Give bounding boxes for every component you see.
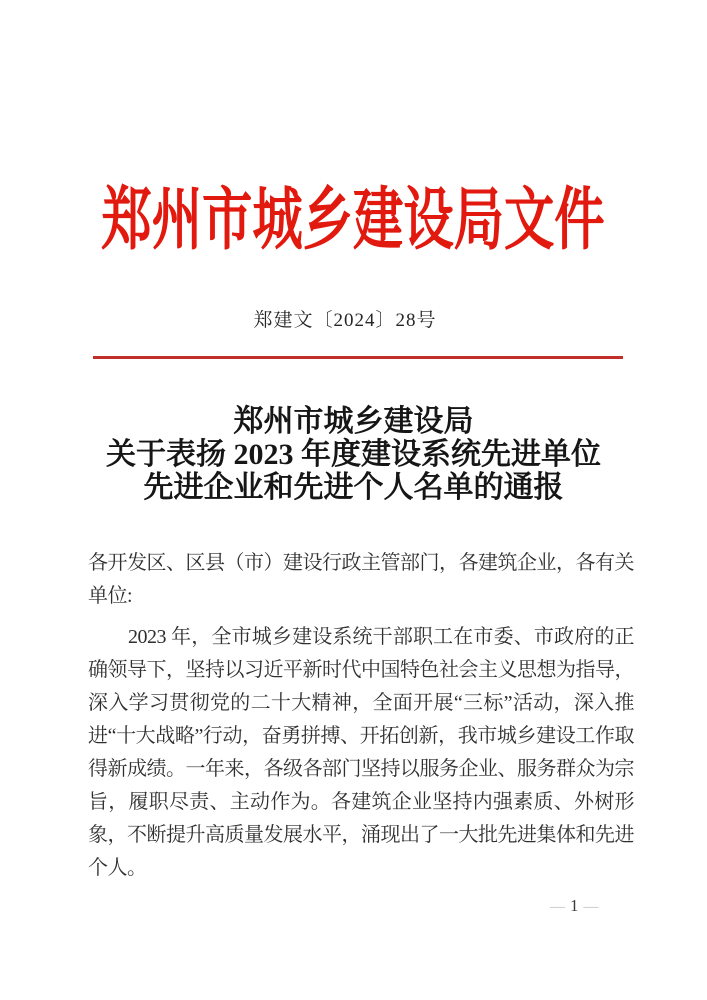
page-number-dash-right: —	[583, 899, 599, 915]
document-title-line-3: 先进企业和先进个人名单的通报	[143, 471, 564, 504]
page-number	[545, 893, 604, 920]
document-number: 郑建文〔2024〕28号	[253, 310, 437, 331]
agency-banner-row	[0, 184, 707, 275]
red-divider-line	[93, 356, 623, 359]
agency-banner-title: 郑州市城乡建设局文件	[101, 182, 606, 258]
body-paragraph: 2023 年，全市城乡建设系统干部职工在市委、市政府的正确领导下，坚持以习近平新时代中国特色社会主义思想为指导，深入学习贯彻党的二十大精神，全面开展“三标”活动，深入推进“十大战略”行动，奋勇拼搏、开拓创新，我市城乡建设工作取得新成绩。一年来，各级各部门坚持以服务企业、服务群众为宗旨，履职尽责、主动作为。各建筑企业坚持内强素质、外树形象，不断提升高质量发展水平，涌现出了一大批先进集体和先进个人。	[88, 626, 634, 879]
document-title-line-1: 郑州市城乡建设局	[233, 405, 474, 438]
document-body	[88, 547, 634, 885]
document-title	[0, 405, 707, 504]
page-number-value: 1	[570, 896, 579, 915]
document-title-line-2: 关于表扬 2023 年度建设系统先进单位	[106, 438, 601, 471]
salutation: 各开发区、区县（市）建设行政主管部门，各建筑企业，各有关单位:	[88, 552, 634, 607]
page-number-dash-left: —	[550, 899, 565, 915]
